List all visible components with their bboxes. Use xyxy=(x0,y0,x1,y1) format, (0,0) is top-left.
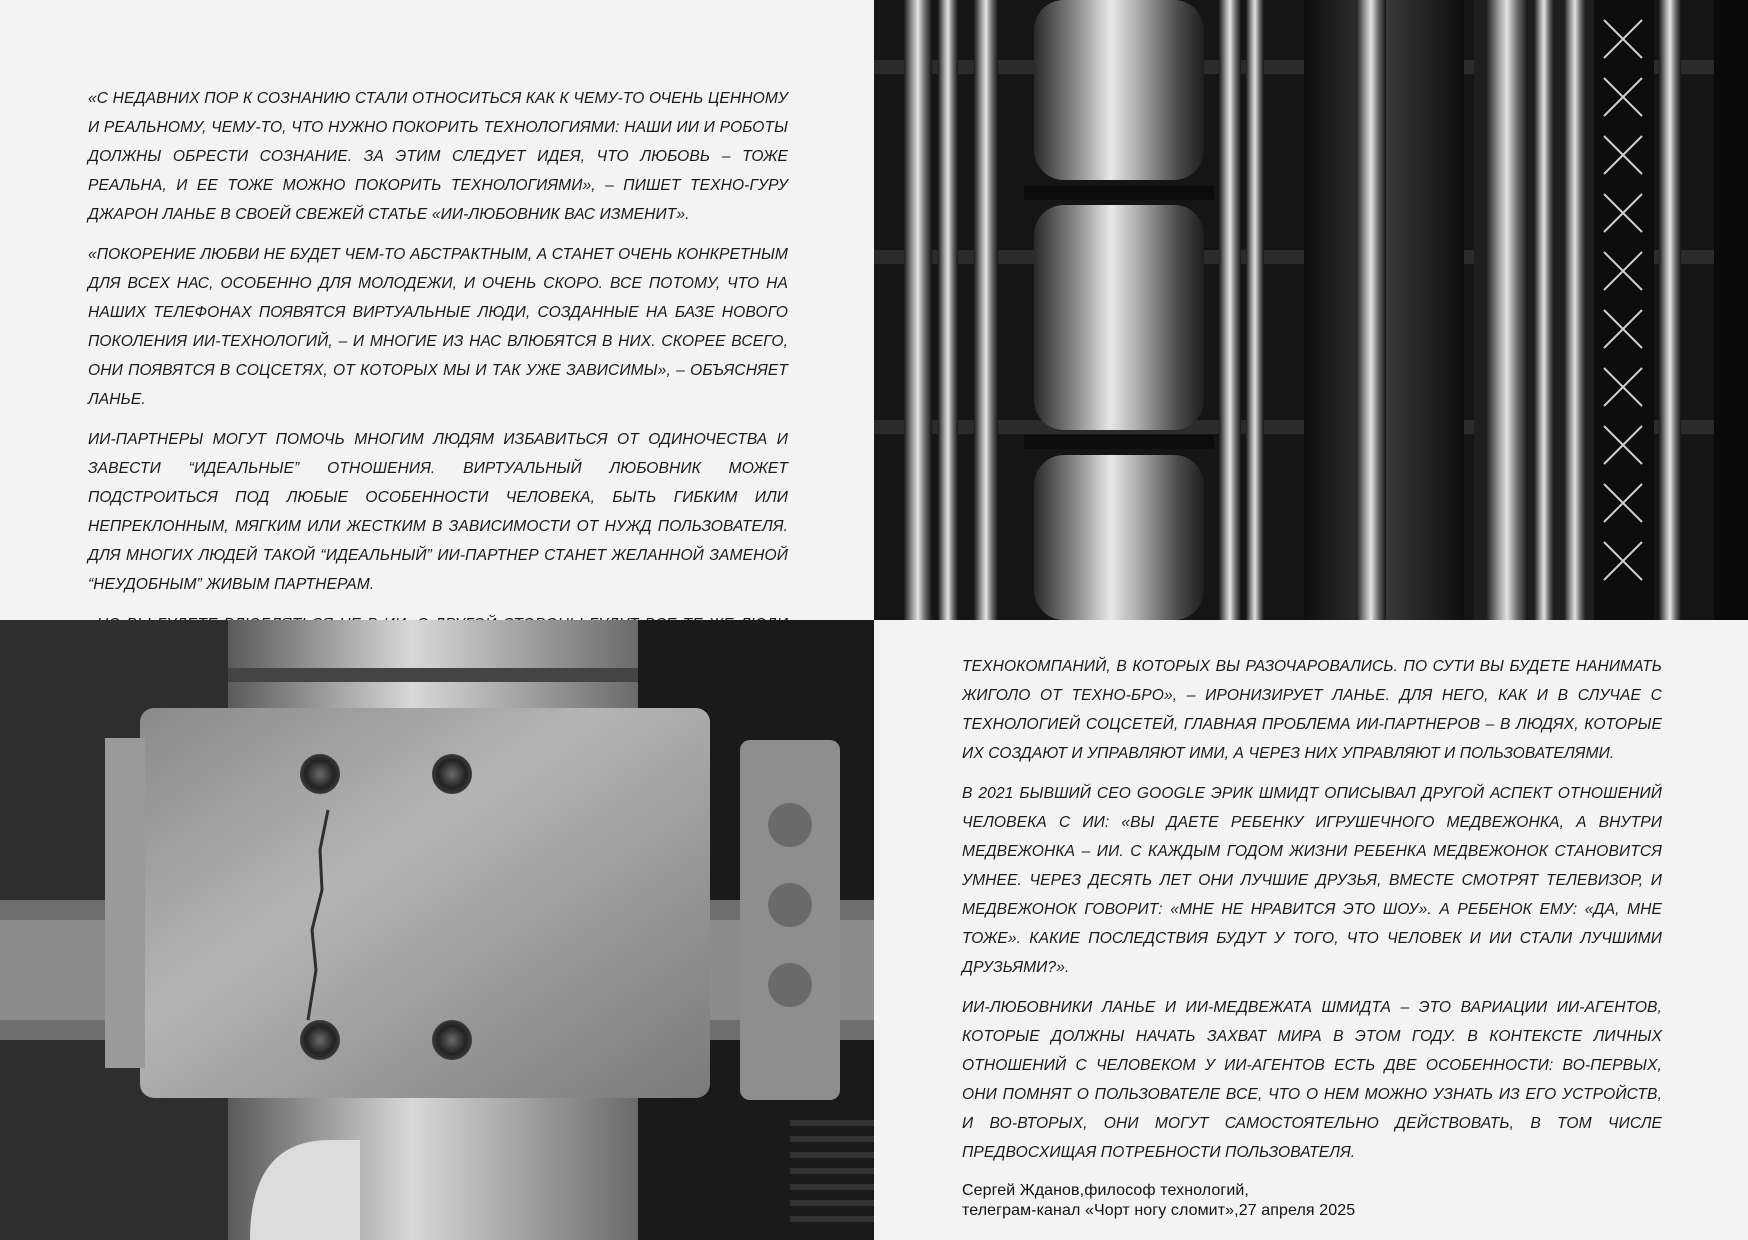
signature-line-author: Сергей Жданов,философ технологий, xyxy=(962,1182,1249,1199)
paragraph: ТЕХНОКОМПАНИЙ, В КОТОРЫХ ВЫ РАЗОЧАРОВАЛИСЬ. ПО СУТИ ВЫ БУДЕТЕ НАНИМАТЬ ЖИГОЛО ОТ ТЕХНО-БРО», – ИРОНИЗИРУЕТ ЛАНЬЕ. ДЛЯ НЕГО, КАК И В СЛУЧАЕ С ТЕХНОЛОГИЕЙ СОЦСЕТЕЙ, ГЛАВНАЯ ПРОБЛЕМА ИИ-ПАРТНЕРОВ – В ЛЮДЯХ, КОТОРЫЕ ИХ СОЗДАЮТ И УПРАВЛЯЮТ ИМИ, А ЧЕРЕЗ НИХ УПРАВЛЯЮТ И ПОЛЬЗОВАТЕЛЯМИ. xyxy=(962,658,1662,762)
article-column-right xyxy=(962,652,1662,1221)
pipes-illustration xyxy=(874,0,1748,620)
signature-line-source: телеграм-канал «Чорт ногу сломит»,27 апреля 2025 xyxy=(962,1202,1356,1219)
page-left xyxy=(0,0,874,620)
paragraph: ИИ-ЛЮБОВНИКИ ЛАНЬЕ И ИИ-МЕДВЕЖАТА ШМИДТА – ЭТО ВАРИАЦИИ ИИ-АГЕНТОВ, КОТОРЫЕ ДОЛЖНЫ НАЧАТЬ ЗАХВАТ МИРА В ЭТОМ ГОДУ. В КОНТЕКСТЕ ЛИЧНЫХ ОТНОШЕНИЙ С ЧЕЛОВЕКОМ У ИИ-АГЕНТОВ ЕСТЬ ДВЕ ОСОБЕННОСТИ: ВО-ПЕРВЫХ, ОНИ ПОМНЯТ О ПОЛЬЗОВАТЕЛЕ ВСЕ, ЧТО О НЕМ МОЖНО УЗНАТЬ ИЗ ЕГО УСТРОЙСТВ, И ВО-ВТОРЫХ, ОНИ МОГУТ САМОСТОЯТЕЛЬНО ДЕЙСТВОВАТЬ, В ТОМ ЧИСЛЕ ПРЕДВОСХИЩАЯ ПОТРЕБНОСТИ ПОЛЬЗОВАТЕЛЯ. xyxy=(962,999,1662,1161)
architecture-photo-pipes xyxy=(874,0,1748,620)
paragraph: В 2021 БЫВШИЙ CEO GOOGLE ЭРИК ШМИДТ ОПИСЫВАЛ ДРУГОЙ АСПЕКТ ОТНОШЕНИЙ ЧЕЛОВЕКА С ИИ: «ВЫ ДАЕТЕ РЕБЕНКУ ИГРУШЕЧНОГО МЕДВЕЖОНКА, А ВНУТРИ МЕДВЕЖОНКА – ИИ. С КАЖДЫМ ГОДОМ ЖИЗНИ РЕБЕНКА МЕДВЕЖОНОК СТАНОВИТСЯ УМНЕЕ. ЧЕРЕЗ ДЕСЯТЬ ЛЕТ ОНИ ЛУЧШИЕ ДРУЗЬЯ, ВМЕСТЕ СМОТРЯТ ТЕЛЕВИЗОР, И МЕДВЕЖОНОК ГОВОРИТ: «МНЕ НЕ НРАВИТСЯ ЭТО ШОУ». А РЕБЕНОК ЕМУ: «ДА, МНЕ ТОЖЕ». КАКИЕ ПОСЛЕДСТВИЯ БУДУТ У ТОГО, ЧТО ЧЕЛОВЕК И ИИ СТАЛИ ЛУЧШИМИ ДРУЗЬЯМИ?». xyxy=(962,785,1662,976)
architecture-photo-column xyxy=(0,620,874,1240)
paragraph: «ПОКОРЕНИЕ ЛЮБВИ НЕ БУДЕТ ЧЕМ-ТО АБСТРАКТНЫМ, А СТАНЕТ ОЧЕНЬ КОНКРЕТНЫМ ДЛЯ ВСЕХ НАС, ОСОБЕННО ДЛЯ МОЛОДЕЖИ, И ОЧЕНЬ СКОРО. ВСЕ ПОТОМУ, ЧТО НА НАШИХ ТЕЛЕФОНАХ ПОЯВЯТСЯ ВИРТУАЛЬНЫЕ ЛЮДИ, СОЗДАННЫЕ НА БАЗЕ НОВОГО ПОКОЛЕНИЯ ИИ-ТЕХНОЛОГИЙ, – И МНОГИЕ ИЗ НАС ВЛЮБЯТСЯ В НИХ. СКОРЕЕ ВСЕГО, ОНИ ПОЯВЯТСЯ В СОЦСЕТЯХ, ОТ КОТОРЫХ МЫ И ТАК УЖЕ ЗАВИСИМЫ», – ОБЪЯСНЯЕТ ЛАНЬЕ. xyxy=(88,246,788,408)
article-column-left xyxy=(88,84,788,679)
author-signature xyxy=(962,1181,1662,1221)
paragraph: ИИ-ПАРТНЕРЫ МОГУТ ПОМОЧЬ МНОГИМ ЛЮДЯМ ИЗБАВИТЬСЯ ОТ ОДИНОЧЕСТВА И ЗАВЕСТИ “ИДЕАЛЬНЫЕ” ОТНОШЕНИЯ. ВИРТУАЛЬНЫЙ ЛЮБОВНИК МОЖЕТ ПОДСТРОИТЬСЯ ПОД ЛЮБЫЕ ОСОБЕННОСТИ ЧЕЛОВЕКА, БЫТЬ ГИБКИМ ИЛИ НЕПРЕКЛОННЫМ, МЯГКИМ ИЛИ ЖЕСТКИМ В ЗАВИСИМОСТИ ОТ НУЖД ПОЛЬЗОВАТЕЛЯ. ДЛЯ МНОГИХ ЛЮДЕЙ ТАКОЙ “ИДЕАЛЬНЫЙ” ИИ-ПАРТНЕР СТАНЕТ ЖЕЛАННОЙ ЗАМЕНОЙ “НЕУДОБНЫМ” ЖИВЫМ ПАРТНЕРАМ. xyxy=(88,431,788,593)
column-illustration xyxy=(0,620,874,1240)
paragraph: «С НЕДАВНИХ ПОР К СОЗНАНИЮ СТАЛИ ОТНОСИТЬСЯ КАК К ЧЕМУ-ТО ОЧЕНЬ ЦЕННОМУ И РЕАЛЬНОМУ, ЧЕМУ-ТО, ЧТО НУЖНО ПОКОРИТЬ ТЕХНОЛОГИЯМИ: НАШИ ИИ И РОБОТЫ ДОЛЖНЫ ОБРЕСТИ СОЗНАНИЕ. ЗА ЭТИМ СЛЕДУЕТ ИДЕЯ, ЧТО ЛЮБОВЬ – ТОЖЕ РЕАЛЬНА, И ЕЕ ТОЖЕ МОЖНО ПОКОРИТЬ ТЕХНОЛОГИЯМИ», – ПИШЕТ ТЕХНО-ГУРУ ДЖАРОН ЛАНЬЕ В СВОЕЙ СВЕЖЕЙ СТАТЬЕ «ИИ-ЛЮБОВНИК ВАС ИЗМЕНИТ». xyxy=(88,90,788,223)
page-right xyxy=(874,620,1748,1240)
